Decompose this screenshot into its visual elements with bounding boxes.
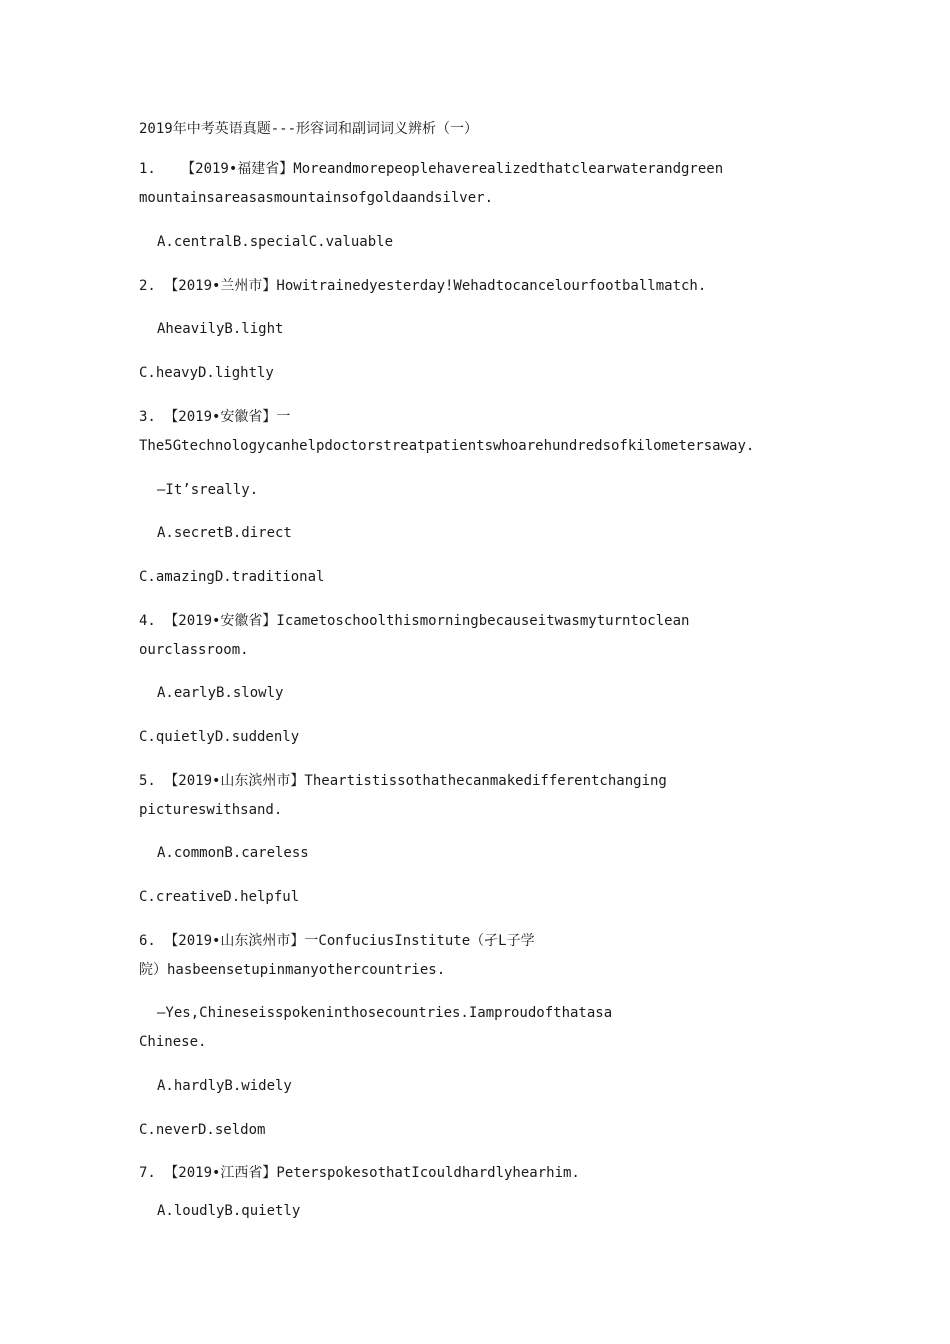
question-3-options-cd: C.amazingD.traditional xyxy=(139,569,325,585)
question-4-options-ab: A.earlyB.slowly xyxy=(157,685,284,701)
question-4-line-2: ourclassroom. xyxy=(139,642,249,658)
question-5-line-1: 5. 【2019•山东滨州市】Theartistissothathecanmakedifferentchanging xyxy=(139,773,667,789)
question-1-line-2: mountainsareasasmountainsofgoldaandsilver. xyxy=(139,190,494,206)
question-5-options-ab: A.commonB.careless xyxy=(157,845,309,861)
question-6-options-ab: A.hardlyB.widely xyxy=(157,1078,292,1094)
question-6-line-2: 院）hasbeensetupinmanyothercountries. xyxy=(139,962,446,978)
question-7-options-ab: A.loudlyB.quietly xyxy=(157,1203,301,1219)
question-5-options-cd: C.creativeD.helpful xyxy=(139,889,300,905)
question-1-options: A.centralB.specialC.valuable xyxy=(157,234,394,250)
question-6-line-1: 6. 【2019•山东滨州市】一ConfuciusInstitute（孑L子学 xyxy=(139,933,535,949)
question-6-options-cd: C.neverD.seldom xyxy=(139,1122,266,1138)
question-3-options-ab: A.secretB.direct xyxy=(157,525,292,541)
question-6-response-1: —Yes,Chineseisspokeninthosecountries.Iamproudofthatasa xyxy=(157,1005,613,1021)
question-2-options-cd: C.heavyD.lightly xyxy=(139,365,274,381)
question-2-options-ab: AheavilyB.light xyxy=(157,321,284,337)
question-3-response: —It’sreally. xyxy=(157,482,259,498)
question-3-line-1: 3. 【2019•安徽省】一 xyxy=(139,409,291,425)
question-4-options-cd: C.quietlyD.suddenly xyxy=(139,729,300,745)
question-6-response-2: Chinese. xyxy=(139,1034,207,1050)
question-1-line-1: 1. 【2019•福建省】Moreandmorepeoplehaverealizedthatclearwaterandgreen xyxy=(139,161,724,177)
question-4-line-1: 4. 【2019•安徽省】Icametoschoolthismorningbecauseitwasmyturntoclean xyxy=(139,613,690,629)
question-7-line-1: 7. 【2019•江西省】PeterspokesothatIcouldhardlyhearhim. xyxy=(139,1165,580,1181)
document-title: 2019年中考英语真题---形容词和副词词义辨析（一） xyxy=(139,121,478,137)
question-2-line-1: 2. 【2019•兰州市】Howitrainedyesterday!Wehadtocancelourfootballmatch. xyxy=(139,278,707,294)
question-3-line-2: The5Gtechnologycanhelpdoctorstreatpatientswhoarehundredsofkilometersaway. xyxy=(139,438,755,454)
question-5-line-2: pictureswithsand. xyxy=(139,802,283,818)
